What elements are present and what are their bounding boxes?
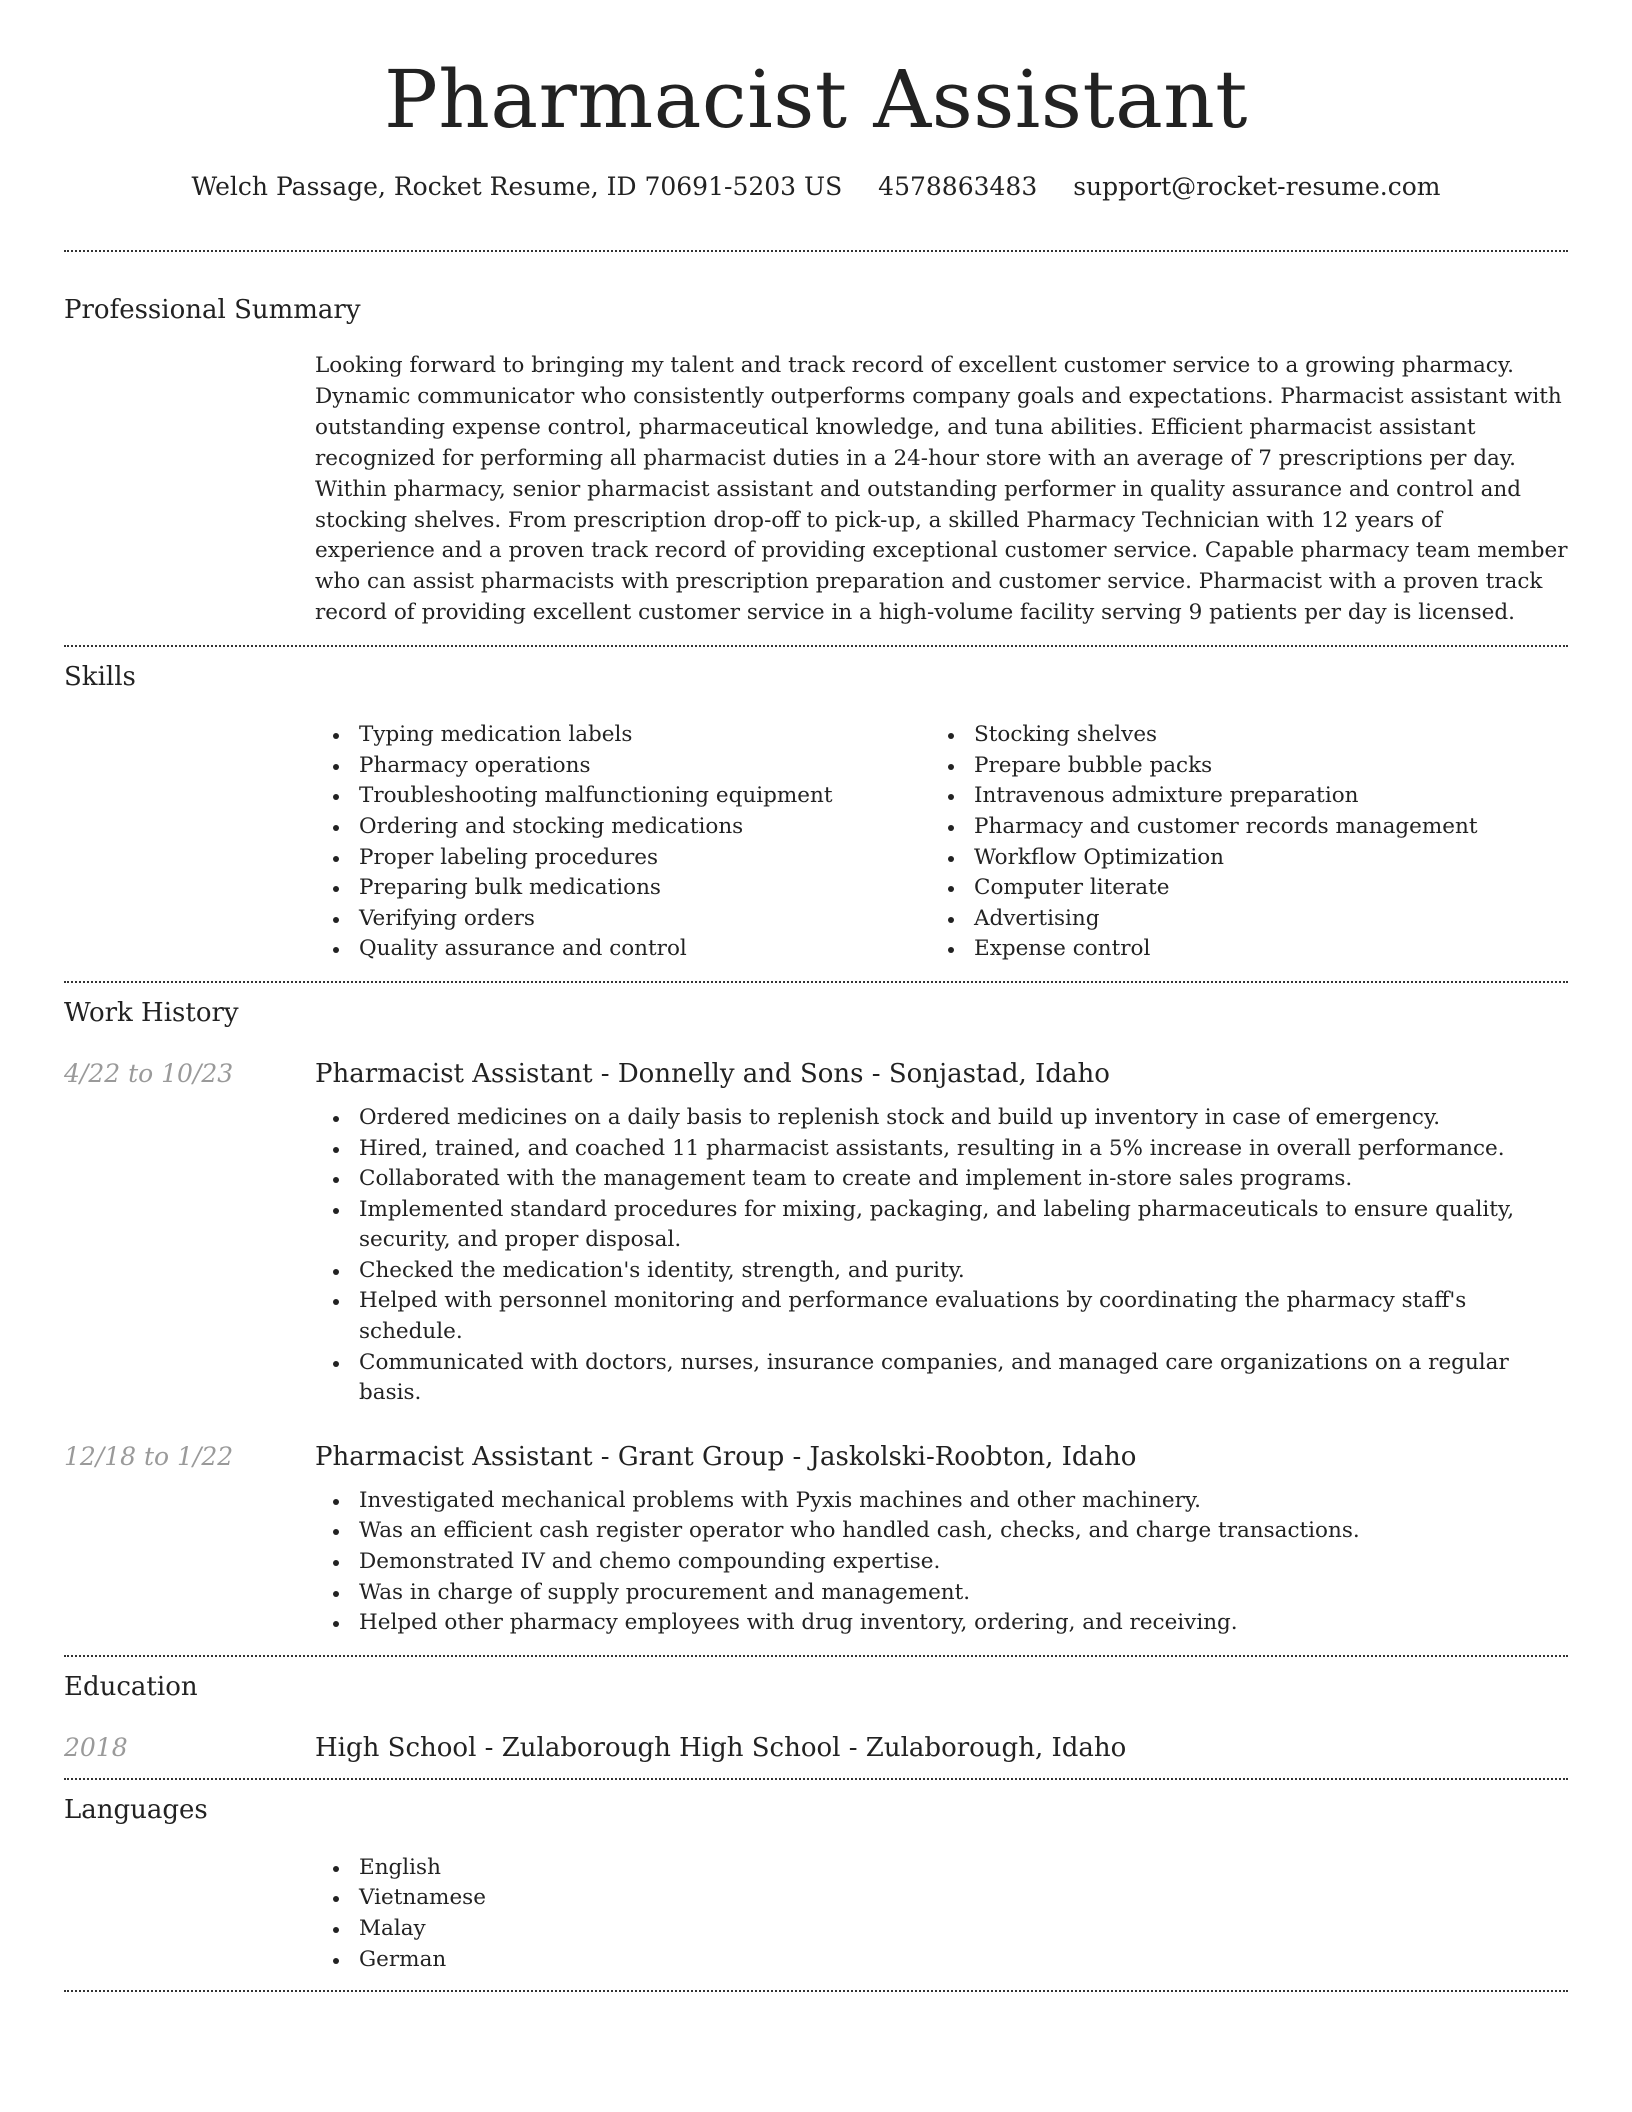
skill-item: Expense control — [930, 934, 1545, 965]
education-heading: Education — [64, 1671, 198, 1702]
skills-list-left — [315, 720, 930, 965]
skill-item: Advertising — [930, 904, 1545, 935]
job-date: 4/22 to 10/23 — [64, 1058, 234, 1088]
skill-item: Preparing bulk medications — [315, 873, 930, 904]
job-bullet: Investigated mechanical problems with Pyxis machines and other machinery. — [315, 1486, 1568, 1517]
language-item: German — [315, 1945, 1568, 1976]
language-item: English — [315, 1853, 1568, 1884]
summary-heading: Professional Summary — [64, 295, 361, 325]
contact-email: support@rocket-resume.com — [1073, 172, 1441, 201]
skill-item: Proper labeling procedures — [315, 843, 930, 874]
candidate-name: Pharmacist Assistant — [384, 53, 1248, 146]
job-heading: Pharmacist Assistant - Donnelly and Sons - Sonjastad, Idaho — [315, 1058, 1110, 1089]
skills-heading: Skills — [64, 662, 136, 693]
skill-item: Computer literate — [930, 873, 1545, 904]
job-bullets — [315, 1486, 1568, 1639]
job-heading: Pharmacist Assistant - Grant Group - Jaskolski-Roobton, Idaho — [315, 1441, 1137, 1472]
job-bullets — [315, 1103, 1568, 1409]
job-bullet: Demonstrated IV and chemo compounding expertise. — [315, 1547, 1568, 1578]
language-item: Vietnamese — [315, 1883, 1568, 1914]
job-bullet: Checked the medication's identity, strength, and purity. — [315, 1256, 1568, 1287]
skills-grid — [315, 720, 1568, 965]
skill-item: Troubleshooting malfunctioning equipment — [315, 781, 930, 812]
skill-item: Typing medication labels — [315, 720, 930, 751]
skill-item: Ordering and stocking medications — [315, 812, 930, 843]
education-heading-line: High School - Zulaborough High School - Zulaborough, Idaho — [315, 1732, 1127, 1763]
skill-item: Verifying orders — [315, 904, 930, 935]
skill-item: Pharmacy operations — [315, 751, 930, 782]
job-entry — [64, 1440, 1568, 1474]
section-divider — [64, 250, 1568, 252]
languages-heading: Languages — [64, 1794, 208, 1825]
job-bullet: Was an efficient cash register operator who handled cash, checks, and charge transactions. — [315, 1516, 1568, 1547]
skill-item: Stocking shelves — [930, 720, 1545, 751]
job-date: 12/18 to 1/22 — [64, 1441, 234, 1471]
section-divider — [64, 1990, 1568, 1992]
languages-list — [315, 1853, 1568, 1975]
skill-item: Workflow Optimization — [930, 843, 1545, 874]
skill-item: Prepare bubble packs — [930, 751, 1545, 782]
skills-list-right — [930, 720, 1545, 965]
job-bullet: Helped with personnel monitoring and performance evaluations by coordinating the pharmacy staff's schedule. — [315, 1286, 1568, 1347]
contact-phone: 4578863483 — [878, 172, 1038, 201]
education-date: 2018 — [64, 1732, 128, 1762]
contact-line — [64, 170, 1568, 204]
skill-item: Intravenous admixture preparation — [930, 781, 1545, 812]
section-divider — [64, 1778, 1568, 1780]
resume-header — [64, 0, 1568, 204]
skill-item: Pharmacy and customer records management — [930, 812, 1545, 843]
job-bullet: Helped other pharmacy employees with drug inventory, ordering, and receiving. — [315, 1608, 1568, 1639]
contact-address: Welch Passage, Rocket Resume, ID 70691-5203 US — [191, 172, 843, 201]
job-bullet: Implemented standard procedures for mixing, packaging, and labeling pharmaceuticals to ensure quality, security, and proper disposal. — [315, 1195, 1568, 1256]
job-bullet: Collaborated with the management team to create and implement in-store sales programs. — [315, 1164, 1568, 1195]
section-divider — [64, 1655, 1568, 1657]
section-divider — [64, 981, 1568, 983]
work-history-heading: Work History — [64, 997, 239, 1028]
job-bullet: Was in charge of supply procurement and management. — [315, 1578, 1568, 1609]
job-bullet: Ordered medicines on a daily basis to replenish stock and build up inventory in case of emergency. — [315, 1103, 1568, 1134]
education-entry — [64, 1731, 1568, 1765]
job-entry — [64, 1057, 1568, 1091]
job-bullet: Communicated with doctors, nurses, insurance companies, and managed care organizations on a regular basis. — [315, 1348, 1568, 1409]
language-item: Malay — [315, 1914, 1568, 1945]
summary-text: Looking forward to bringing my talent and track record of excellent customer service to a growing pharmacy. Dynamic communicator who consistently outperforms company goals and expectations. Pharmacist assistant with outstanding expense control, pharmaceutical knowledge, and tuna abilities. Efficient pharmacist assistant recognized for performing all pharmacist duties in a 24-hour store with an average of 7 prescriptions per day. Within pharmacy, senior pharmacist assistant and outstanding performer in quality assurance and control and stocking shelves. From prescription drop-off to pick-up, a skilled Pharmacy Technician with 12 years of experience and a proven track record of providing exceptional customer service. Capable pharmacy team member who can assist pharmacists with prescription preparation and customer service. Pharmacist with a proven track record of providing excellent customer service in a high-volume facility serving 9 patients per day is licensed. — [315, 353, 1568, 626]
job-bullet: Hired, trained, and coached 11 pharmacist assistants, resulting in a 5% increase in overall performance. — [315, 1134, 1568, 1165]
section-divider — [64, 645, 1568, 647]
skill-item: Quality assurance and control — [315, 934, 930, 965]
